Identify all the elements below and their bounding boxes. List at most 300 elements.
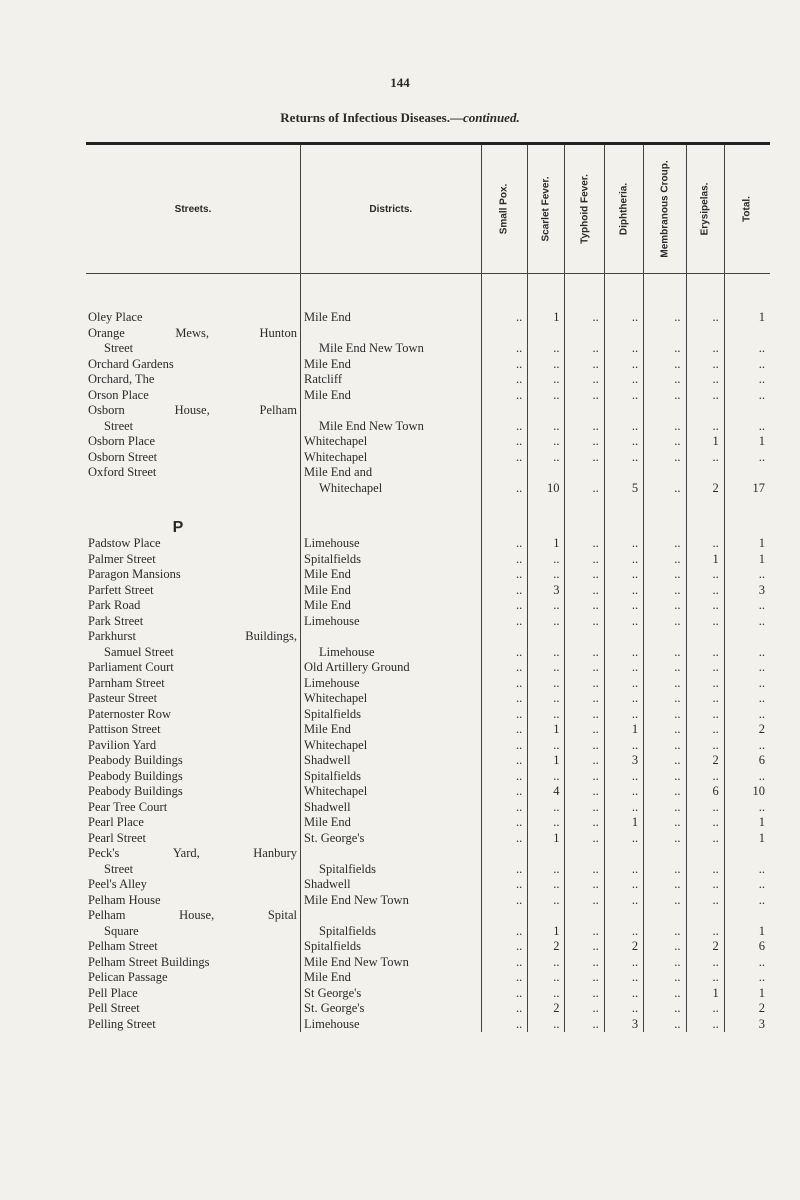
street-text: Peel's Alley [88, 877, 147, 891]
count-cell: .. [644, 753, 686, 769]
district-name: Mile End [301, 598, 482, 614]
count-cell: .. [528, 614, 565, 630]
district-name: Limehouse [301, 1017, 482, 1033]
table-row [86, 691, 770, 707]
count-cell: .. [724, 341, 770, 357]
empty-cell [604, 274, 643, 293]
count-cell: 17 [724, 481, 770, 497]
count-cell: .. [644, 722, 686, 738]
count-cell [724, 629, 770, 645]
district-name [301, 846, 482, 862]
count-cell: 10 [528, 481, 565, 497]
district-name: Mile End [301, 388, 482, 404]
count-cell: .. [481, 552, 528, 568]
street-name [86, 986, 301, 1002]
district-name: Mile End [301, 722, 482, 738]
count-cell: .. [565, 691, 604, 707]
count-cell: .. [604, 862, 643, 878]
street-name [86, 357, 301, 373]
street-word: Pelham [88, 908, 126, 922]
street-text: Pelham House [88, 892, 161, 907]
count-cell: .. [644, 388, 686, 404]
street-line [88, 326, 297, 342]
count-cell: 1 [604, 815, 643, 831]
table-row [86, 310, 770, 326]
count-cell: .. [604, 691, 643, 707]
count-cell: 1 [528, 536, 565, 552]
count-cell: .. [481, 753, 528, 769]
count-cell: .. [481, 310, 528, 326]
header-diphtheria: Diphtheria. [604, 144, 643, 274]
table-row [86, 846, 770, 862]
count-cell: .. [724, 970, 770, 986]
count-cell [528, 465, 565, 481]
table-row [86, 753, 770, 769]
count-cell: .. [565, 831, 604, 847]
table-row [86, 388, 770, 404]
count-cell [481, 629, 528, 645]
district-name: Limehouse [301, 614, 482, 630]
count-cell: .. [604, 388, 643, 404]
count-cell: .. [686, 388, 724, 404]
count-cell: .. [481, 986, 528, 1002]
count-cell: 1 [724, 831, 770, 847]
street-word: Osborn [88, 403, 125, 417]
count-cell: .. [724, 893, 770, 909]
count-cell: .. [644, 614, 686, 630]
empty-cell [528, 274, 565, 293]
district-name: Shadwell [301, 877, 482, 893]
street-text: Pearl Place [88, 815, 144, 829]
count-cell [528, 908, 565, 924]
street-text: Padstow Place [88, 536, 161, 550]
count-cell: .. [644, 877, 686, 893]
count-cell: .. [565, 939, 604, 955]
section-row [86, 496, 770, 536]
count-cell: .. [481, 939, 528, 955]
spacer-row [86, 292, 770, 310]
count-cell: .. [481, 341, 528, 357]
count-cell: .. [686, 815, 724, 831]
table-row [86, 645, 770, 661]
district-name: St. George's [301, 831, 482, 847]
count-cell: 1 [528, 722, 565, 738]
count-cell: .. [644, 707, 686, 723]
count-cell: .. [644, 862, 686, 878]
empty-cell [301, 274, 482, 293]
count-cell [481, 403, 528, 419]
street-name [86, 660, 301, 676]
count-cell [481, 846, 528, 862]
count-cell: .. [604, 800, 643, 816]
count-cell: .. [644, 1017, 686, 1033]
count-cell [644, 403, 686, 419]
street-text: Peabody Buildings [88, 753, 183, 767]
count-cell: .. [724, 357, 770, 373]
street-word: Hanbury [253, 846, 298, 860]
street-text: Street [104, 861, 134, 876]
count-cell: .. [565, 419, 604, 435]
table-row [86, 341, 770, 357]
street-line [88, 629, 297, 645]
count-cell: .. [644, 645, 686, 661]
street-name [86, 388, 301, 404]
count-cell: .. [565, 567, 604, 583]
street-word: Buildings, [245, 629, 298, 643]
count-cell: .. [481, 955, 528, 971]
count-cell: .. [644, 955, 686, 971]
count-cell: .. [604, 784, 643, 800]
street-name [86, 970, 301, 986]
count-cell: .. [604, 676, 643, 692]
count-cell: .. [604, 707, 643, 723]
count-cell [528, 403, 565, 419]
count-cell: .. [644, 738, 686, 754]
count-cell: .. [724, 676, 770, 692]
count-cell: .. [686, 691, 724, 707]
count-cell: .. [565, 769, 604, 785]
count-cell: .. [565, 676, 604, 692]
count-cell: .. [644, 357, 686, 373]
count-cell: 2 [724, 1001, 770, 1017]
empty-cell [481, 292, 528, 310]
count-cell: .. [528, 552, 565, 568]
count-cell: .. [686, 660, 724, 676]
street-text: Square [104, 923, 139, 938]
count-cell [644, 326, 686, 342]
count-cell: .. [686, 583, 724, 599]
district-name: Mile End New Town [301, 341, 482, 357]
district-name: Mile End New Town [301, 955, 482, 971]
street-text: Street [104, 418, 134, 433]
section-letter: P [172, 518, 184, 536]
table-row [86, 403, 770, 419]
count-cell [724, 846, 770, 862]
table-row [86, 769, 770, 785]
count-cell: .. [565, 986, 604, 1002]
street-word: Peck's [88, 846, 120, 860]
table-row [86, 955, 770, 971]
count-cell [604, 403, 643, 419]
count-cell: .. [686, 738, 724, 754]
count-cell: .. [528, 388, 565, 404]
count-cell: .. [481, 372, 528, 388]
count-cell [565, 326, 604, 342]
count-cell: .. [644, 691, 686, 707]
count-cell [528, 326, 565, 342]
district-name: Shadwell [301, 800, 482, 816]
count-cell: .. [481, 738, 528, 754]
count-cell: .. [481, 536, 528, 552]
empty-cell [565, 274, 604, 293]
street-name [86, 1017, 301, 1033]
count-cell [604, 846, 643, 862]
count-cell: .. [686, 877, 724, 893]
count-cell: .. [604, 660, 643, 676]
count-cell: .. [644, 970, 686, 986]
count-cell: 2 [724, 722, 770, 738]
count-cell: .. [481, 1017, 528, 1033]
count-cell [686, 465, 724, 481]
district-name: Spitalfields [301, 707, 482, 723]
table-row [86, 862, 770, 878]
count-cell [686, 403, 724, 419]
street-name [86, 403, 301, 419]
count-cell: .. [724, 738, 770, 754]
empty-cell [86, 292, 301, 310]
count-cell: .. [686, 862, 724, 878]
street-name [86, 738, 301, 754]
count-cell: .. [724, 388, 770, 404]
count-cell: .. [565, 924, 604, 940]
district-name: St. George's [301, 1001, 482, 1017]
count-cell: .. [644, 939, 686, 955]
street-word: Pelham [259, 403, 298, 417]
count-cell: .. [724, 769, 770, 785]
count-cell: .. [565, 645, 604, 661]
count-cell: .. [565, 784, 604, 800]
count-cell [604, 465, 643, 481]
count-cell: .. [481, 598, 528, 614]
street-name [86, 707, 301, 723]
count-cell: .. [565, 341, 604, 357]
count-cell: 6 [724, 939, 770, 955]
count-cell: .. [481, 434, 528, 450]
table-row [86, 784, 770, 800]
page-title [0, 110, 800, 126]
header-total: Total. [724, 144, 770, 274]
district-name: Limehouse [301, 536, 482, 552]
district-name: Mile End [301, 357, 482, 373]
count-cell: .. [481, 769, 528, 785]
count-cell: .. [604, 536, 643, 552]
count-cell: .. [604, 567, 643, 583]
count-cell: 1 [686, 434, 724, 450]
header-membranous-croup: Membranous Croup. [644, 144, 686, 274]
count-cell: 6 [724, 753, 770, 769]
count-cell [565, 846, 604, 862]
street-text: Pelham Street Buildings [88, 954, 210, 969]
count-cell: 2 [686, 753, 724, 769]
count-cell: .. [686, 598, 724, 614]
page-number: 144 [390, 75, 410, 90]
count-cell: .. [686, 1017, 724, 1033]
title-text: Returns of Infectious Diseases.— [280, 110, 463, 125]
street-word: House, [179, 908, 215, 922]
empty-cell [644, 292, 686, 310]
count-cell: .. [481, 583, 528, 599]
count-cell: .. [565, 598, 604, 614]
count-cell: .. [604, 986, 643, 1002]
table-row [86, 583, 770, 599]
street-name [86, 800, 301, 816]
district-name [301, 403, 482, 419]
count-cell: 1 [724, 310, 770, 326]
count-cell: .. [724, 862, 770, 878]
table-row [86, 908, 770, 924]
street-name [86, 645, 301, 661]
count-cell: .. [565, 753, 604, 769]
count-cell: .. [604, 583, 643, 599]
street-name [86, 614, 301, 630]
street-text: Park Road [88, 598, 141, 612]
empty-cell [528, 496, 565, 536]
count-cell [565, 629, 604, 645]
count-cell: .. [528, 645, 565, 661]
empty-cell [686, 496, 724, 536]
table-row [86, 372, 770, 388]
count-cell: .. [644, 893, 686, 909]
district-name [301, 908, 482, 924]
street-text: Palmer Street [88, 551, 156, 566]
count-cell: .. [481, 567, 528, 583]
count-cell: .. [565, 450, 604, 466]
district-name [301, 629, 482, 645]
count-cell: .. [644, 1001, 686, 1017]
table-row [86, 419, 770, 435]
street-word: Yard, [172, 846, 200, 860]
count-cell: .. [481, 614, 528, 630]
count-cell: 3 [724, 1017, 770, 1033]
table-row [86, 465, 770, 481]
count-cell: .. [604, 552, 643, 568]
count-cell: .. [481, 893, 528, 909]
count-cell: .. [724, 372, 770, 388]
table-body [86, 274, 770, 1033]
table-row [86, 970, 770, 986]
count-cell: .. [528, 769, 565, 785]
count-cell: .. [686, 955, 724, 971]
district-name: St George's [301, 986, 482, 1002]
count-cell: .. [565, 372, 604, 388]
street-text: Pell Place [88, 985, 138, 1000]
count-cell: 2 [686, 939, 724, 955]
street-word: Spital [267, 908, 298, 922]
count-cell: .. [481, 419, 528, 435]
count-cell: .. [604, 434, 643, 450]
count-cell: .. [528, 341, 565, 357]
count-cell: .. [644, 815, 686, 831]
count-cell: .. [604, 450, 643, 466]
count-cell: .. [644, 924, 686, 940]
street-name [86, 924, 301, 940]
table-row [86, 831, 770, 847]
count-cell [644, 846, 686, 862]
count-cell: .. [565, 481, 604, 497]
table-row [86, 326, 770, 342]
street-word: House, [174, 403, 210, 417]
count-cell: 3 [604, 753, 643, 769]
district-name: Old Artillery Ground [301, 660, 482, 676]
count-cell: .. [481, 1001, 528, 1017]
table-row [86, 1001, 770, 1017]
count-cell: .. [686, 645, 724, 661]
table-row [86, 629, 770, 645]
street-text: Osborn Place [88, 434, 155, 448]
count-cell: .. [686, 341, 724, 357]
count-cell: .. [644, 583, 686, 599]
count-cell: .. [481, 722, 528, 738]
empty-cell [481, 496, 528, 536]
count-cell: .. [528, 450, 565, 466]
count-cell: .. [644, 660, 686, 676]
count-cell: .. [565, 862, 604, 878]
count-cell: 2 [528, 939, 565, 955]
street-name [86, 691, 301, 707]
count-cell: .. [604, 419, 643, 435]
district-name: Whitechapel [301, 784, 482, 800]
count-cell [565, 403, 604, 419]
count-cell: .. [724, 877, 770, 893]
empty-cell [686, 292, 724, 310]
street-name [86, 450, 301, 466]
district-name: Mile End and [301, 465, 482, 481]
count-cell: 1 [604, 722, 643, 738]
count-cell: 1 [686, 552, 724, 568]
header-row [86, 144, 770, 274]
count-cell: .. [528, 707, 565, 723]
street-text: Pelling Street [88, 1016, 156, 1031]
count-cell: .. [481, 676, 528, 692]
empty-cell [604, 496, 643, 536]
count-cell [528, 629, 565, 645]
street-text: Pavilion Yard [88, 737, 157, 752]
table-row [86, 660, 770, 676]
empty-cell [604, 292, 643, 310]
count-cell: .. [565, 583, 604, 599]
count-cell: .. [724, 955, 770, 971]
street-name [86, 939, 301, 955]
count-cell [724, 326, 770, 342]
table-row [86, 877, 770, 893]
count-cell: .. [528, 567, 565, 583]
count-cell: .. [481, 800, 528, 816]
street-name [86, 536, 301, 552]
street-text: Pearl Street [88, 830, 146, 845]
count-cell: .. [644, 481, 686, 497]
street-text: Street [104, 341, 134, 355]
count-cell: .. [686, 614, 724, 630]
street-name [86, 831, 301, 847]
count-cell: .. [565, 955, 604, 971]
count-cell: .. [644, 536, 686, 552]
street-word: Mews, [175, 325, 209, 340]
count-cell: .. [724, 419, 770, 435]
count-cell: .. [565, 614, 604, 630]
count-cell: 1 [528, 831, 565, 847]
count-cell: .. [565, 660, 604, 676]
district-name: Whitechapel [301, 481, 482, 497]
district-name: Limehouse [301, 676, 482, 692]
count-cell [724, 403, 770, 419]
table-row [86, 800, 770, 816]
count-cell: .. [528, 434, 565, 450]
district-name: Shadwell [301, 753, 482, 769]
count-cell: .. [644, 769, 686, 785]
street-text: Pear Tree Court [88, 799, 168, 814]
header-small-pox: Small Pox. [481, 144, 528, 274]
count-cell: .. [644, 341, 686, 357]
count-cell: .. [528, 372, 565, 388]
count-cell: .. [686, 567, 724, 583]
street-word: Hunton [259, 325, 298, 340]
count-cell: 6 [686, 784, 724, 800]
district-name: Spitalfields [301, 924, 482, 940]
header-scarlet-fever: Scarlet Fever. [528, 144, 565, 274]
table-row [86, 738, 770, 754]
count-cell: .. [565, 310, 604, 326]
empty-cell [528, 292, 565, 310]
